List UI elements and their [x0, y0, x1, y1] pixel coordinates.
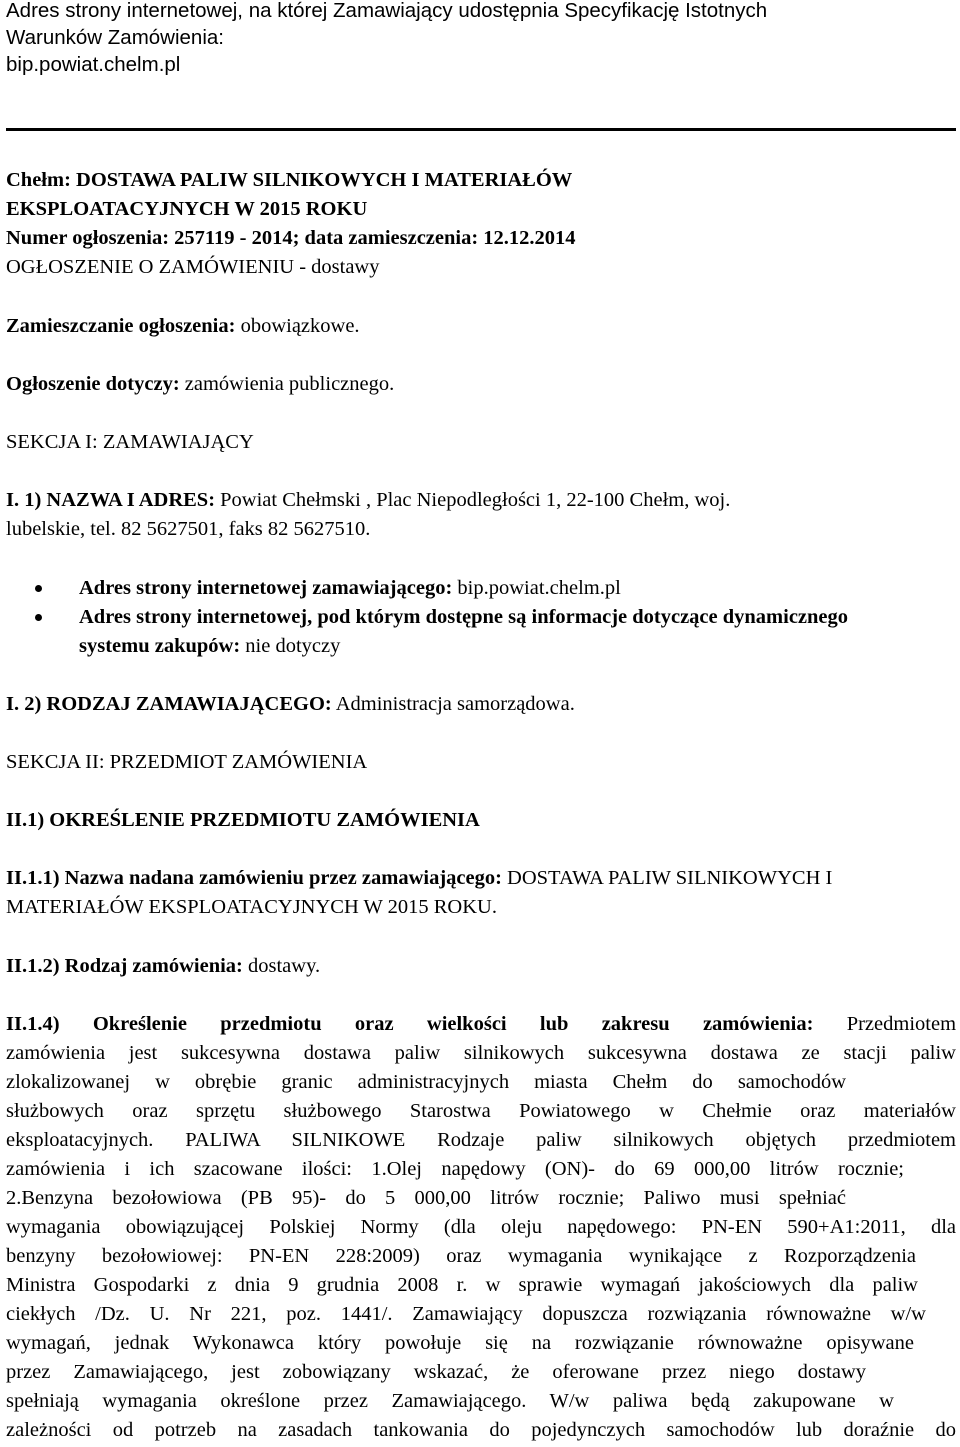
list-item: [6, 603, 956, 661]
bullet-icon: [35, 585, 42, 592]
scope-line: służbowych oraz sprzętu służbowego Starostwa Powiatowego w Chełmie oraz materiałów: [6, 1100, 956, 1122]
concerns-line: [6, 370, 394, 399]
scope-line: [6, 1010, 956, 1039]
concerns-label: Ogłoszenie dotyczy:: [6, 373, 180, 395]
horizontal-divider: [6, 128, 956, 131]
header-block: [6, 0, 767, 78]
order-name-block: [6, 864, 866, 922]
order-kind-value: dostawy.: [248, 955, 321, 977]
name-address-value-2: lubelskie, tel. 82 5627501, faks 82 5627510.: [6, 518, 371, 540]
order-scope-block: [6, 1010, 956, 1445]
scope-line: eksploatacyjnych. PALIWA SILNIKOWE Rodzaje paliw silnikowych objętych przedmiotem: [6, 1129, 956, 1151]
placement-value: obowiązkowe.: [240, 315, 360, 337]
scope-first-words: Przedmiotem: [846, 1013, 957, 1035]
concerns-value: zamówienia publicznego.: [184, 373, 395, 395]
header-line-2: Warunków Zamówienia:: [6, 26, 224, 49]
dps-value: nie dotyczy: [245, 635, 341, 657]
order-kind-label: II.1.2) Rodzaj zamówienia:: [6, 955, 243, 977]
order-name-label: II.1.1) Nazwa nadana zamówieniu przez zamawiającego:: [6, 867, 502, 889]
header-line-1: Adres strony internetowej, na której Zamawiający udostępnia Specyfikację Istotnych: [6, 0, 768, 22]
scope-line: zamówienia i ich szacowane ilości: 1.Olej napędowy (ON)- do 69 000,00 litrów rocznie;: [6, 1158, 904, 1180]
scope-line: spełniają wymagania określone przez Zamawiającego. W/w paliwa będą zakupowane w: [6, 1390, 894, 1412]
section-2-heading: SEKCJA II: PRZEDMIOT ZAMÓWIENIA: [6, 751, 368, 773]
notice-type-line: OGŁOSZENIE O ZAMÓWIENIU - dostawy: [6, 256, 380, 278]
placement-line: [6, 312, 360, 341]
placement-label: Zamieszczanie ogłoszenia:: [6, 315, 236, 337]
section-1-heading: SEKCJA I: ZAMAWIAJĄCY: [6, 431, 254, 453]
title-line-1: Chełm: DOSTAWA PALIW SILNIKOWYCH I MATERIAŁÓW: [6, 169, 573, 191]
website-link[interactable]: bip.powiat.chelm.pl: [457, 577, 621, 599]
scope-line: 2.Benzyna bezołowiowa (PB 95)- do 5 000,00 litrów rocznie; Paliwo musi spełniać: [6, 1187, 846, 1209]
scope-line: benzyny bezołowiowej: PN-EN 228:2009) oraz wymagania wynikające z Rozporządzenia: [6, 1245, 916, 1267]
website-label: Adres strony internetowej zamawiającego:: [79, 577, 453, 599]
name-address-block: [6, 486, 956, 544]
subject-definition-heading: II.1) OKREŚLENIE PRZEDMIOTU ZAMÓWIENIA: [6, 809, 480, 831]
scope-line: wymagania obowiązującej Polskiej Normy (dla oleju napędowego: PN-EN 590+A1:2011, dla: [6, 1216, 956, 1238]
scope-line: ciekłych /Dz. U. Nr 221, poz. 1441/. Zamawiający dopuszcza rozwiązania równoważne w/w: [6, 1303, 926, 1325]
dps-label: Adres strony internetowej, pod którym dostępne są informacje dotyczące dynamicznego systemu zakupów:: [79, 606, 849, 657]
scope-label: II.1.4) Określenie przedmiotu oraz wielkości lub zakresu zamówienia:: [6, 1013, 814, 1035]
header-url-link[interactable]: bip.powiat.chelm.pl: [6, 53, 181, 76]
scope-line: wymagań, jednak Wykonawca który powołuje się na rozwiązanie równoważne opisywane: [6, 1332, 914, 1354]
scope-line: przez Zamawiającego, jest zobowiązany wskazać, że oferowane przez niego dostawy: [6, 1361, 866, 1383]
ordering-party-type-value: Administracja samorządowa.: [335, 693, 575, 715]
title-line-2: EKSPLOATACYJNYCH W 2015 ROKU: [6, 198, 368, 220]
order-kind-line: [6, 952, 320, 981]
bullet-icon: [35, 614, 42, 621]
title-block: [6, 166, 576, 282]
scope-line: zlokalizowanej w obrębie granic administracyjnych miasta Chełm do samochodów: [6, 1071, 846, 1093]
notice-number-line: Numer ogłoszenia: 257119 - 2014; data zamieszczenia: 12.12.2014: [6, 227, 576, 249]
ordering-party-type-line: [6, 690, 575, 719]
name-address-value-1: Powiat Chełmski , Plac Niepodległości 1, 22-100 Chełm, woj.: [220, 489, 731, 511]
scope-line: zależności od potrzeb na zasadach tankowania do pojedynczych samochodów lub doraźnie do: [6, 1419, 956, 1441]
scope-line: Ministra Gospodarki z dnia 9 grudnia 2008 r. w sprawie wymagań jakościowych dla paliw: [6, 1274, 918, 1296]
order-name-value: DOSTAWA PALIW SILNIKOWYCH I MATERIAŁÓW EKSPLOATACYJNYCH W 2015 ROKU.: [6, 867, 833, 918]
address-bullet-list: [6, 574, 956, 661]
list-item: [6, 574, 956, 603]
scope-line: zamówienia jest sukcesywna dostawa paliw silnikowych sukcesywna dostawa ze stacji paliw: [6, 1042, 956, 1064]
ordering-party-type-label: I. 2) RODZAJ ZAMAWIAJĄCEGO:: [6, 693, 332, 715]
name-address-label: I. 1) NAZWA I ADRES:: [6, 489, 216, 511]
